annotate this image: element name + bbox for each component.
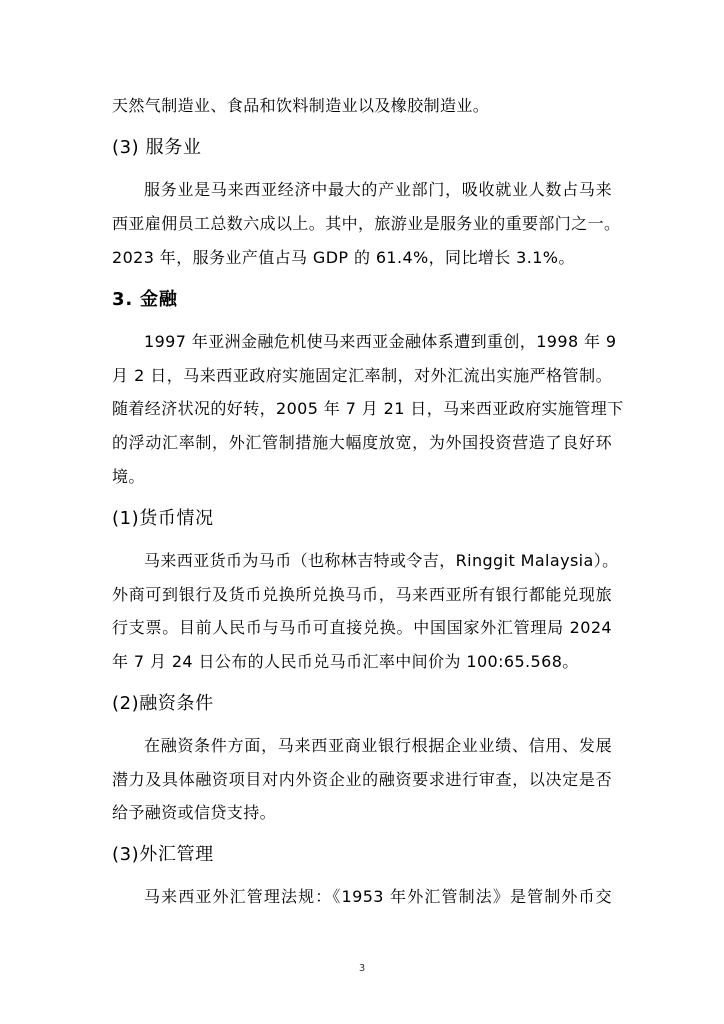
paragraph-line: 马来西亚外汇管理法规：《1953 年外汇管制法》是管制外币交: [144, 887, 612, 906]
paragraph-line: 随着经济状况的好转，2005 年 7 月 21 日，马来西亚政府实施管理下: [112, 399, 624, 418]
subheading-forex: (3)外汇管理: [112, 844, 214, 865]
paragraph-line: 天然气制造业、食品和饮料制造业以及橡胶制造业。: [112, 96, 490, 115]
section-heading-finance: 3. 金融: [112, 289, 178, 310]
paragraph-line: 外商可到银行及货币兑换所兑换马币，马来西亚所有银行都能兑现旅: [112, 585, 612, 604]
paragraph-line: 月 2 日，马来西亚政府实施固定汇率制，对外汇流出实施严格管制。: [112, 366, 612, 385]
paragraph-line: 1997 年亚洲金融危机使马来西亚金融体系遭到重创，1998 年 9: [144, 332, 617, 351]
paragraph-line: 2023 年，服务业产值占马 GDP 的 61.4%，同比增长 3.1%。: [112, 248, 575, 267]
paragraph-line: 年 7 月 24 日公布的人民币兑马币汇率中间价为 100:65.568。: [112, 652, 579, 671]
subheading-currency: (1)货币情况: [112, 508, 214, 529]
subheading-financing: (2)融资条件: [112, 693, 214, 714]
paragraph-line: 境。: [112, 467, 145, 486]
paragraph-line: 给予融资或信贷支持。: [112, 803, 277, 822]
page-number: 3: [358, 963, 366, 974]
paragraph-line: 潜力及具体融资项目对内外资企业的融资要求进行审查，以决定是否: [112, 770, 612, 789]
paragraph-line: 服务业是马来西亚经济中最大的产业部门，吸收就业人数占马来: [144, 180, 612, 199]
paragraph-line: 马来西亚货币为马币（也称林吉特或令吉，Ringgit Malaysia）。: [144, 551, 619, 570]
paragraph-line: 行支票。目前人民币与马币可直接兑换。中国国家外汇管理局 2024: [112, 618, 612, 637]
paragraph-line: 的浮动汇率制，外汇管制措施大幅度放宽，为外国投资营造了良好环: [112, 433, 612, 452]
paragraph-line: 在融资条件方面，马来西亚商业银行根据企业业绩、信用、发展: [144, 736, 612, 755]
subheading-services: (3) 服务业: [112, 137, 202, 158]
paragraph-line: 西亚雇佣员工总数六成以上。其中，旅游业是服务业的重要部门之一。: [112, 214, 621, 233]
